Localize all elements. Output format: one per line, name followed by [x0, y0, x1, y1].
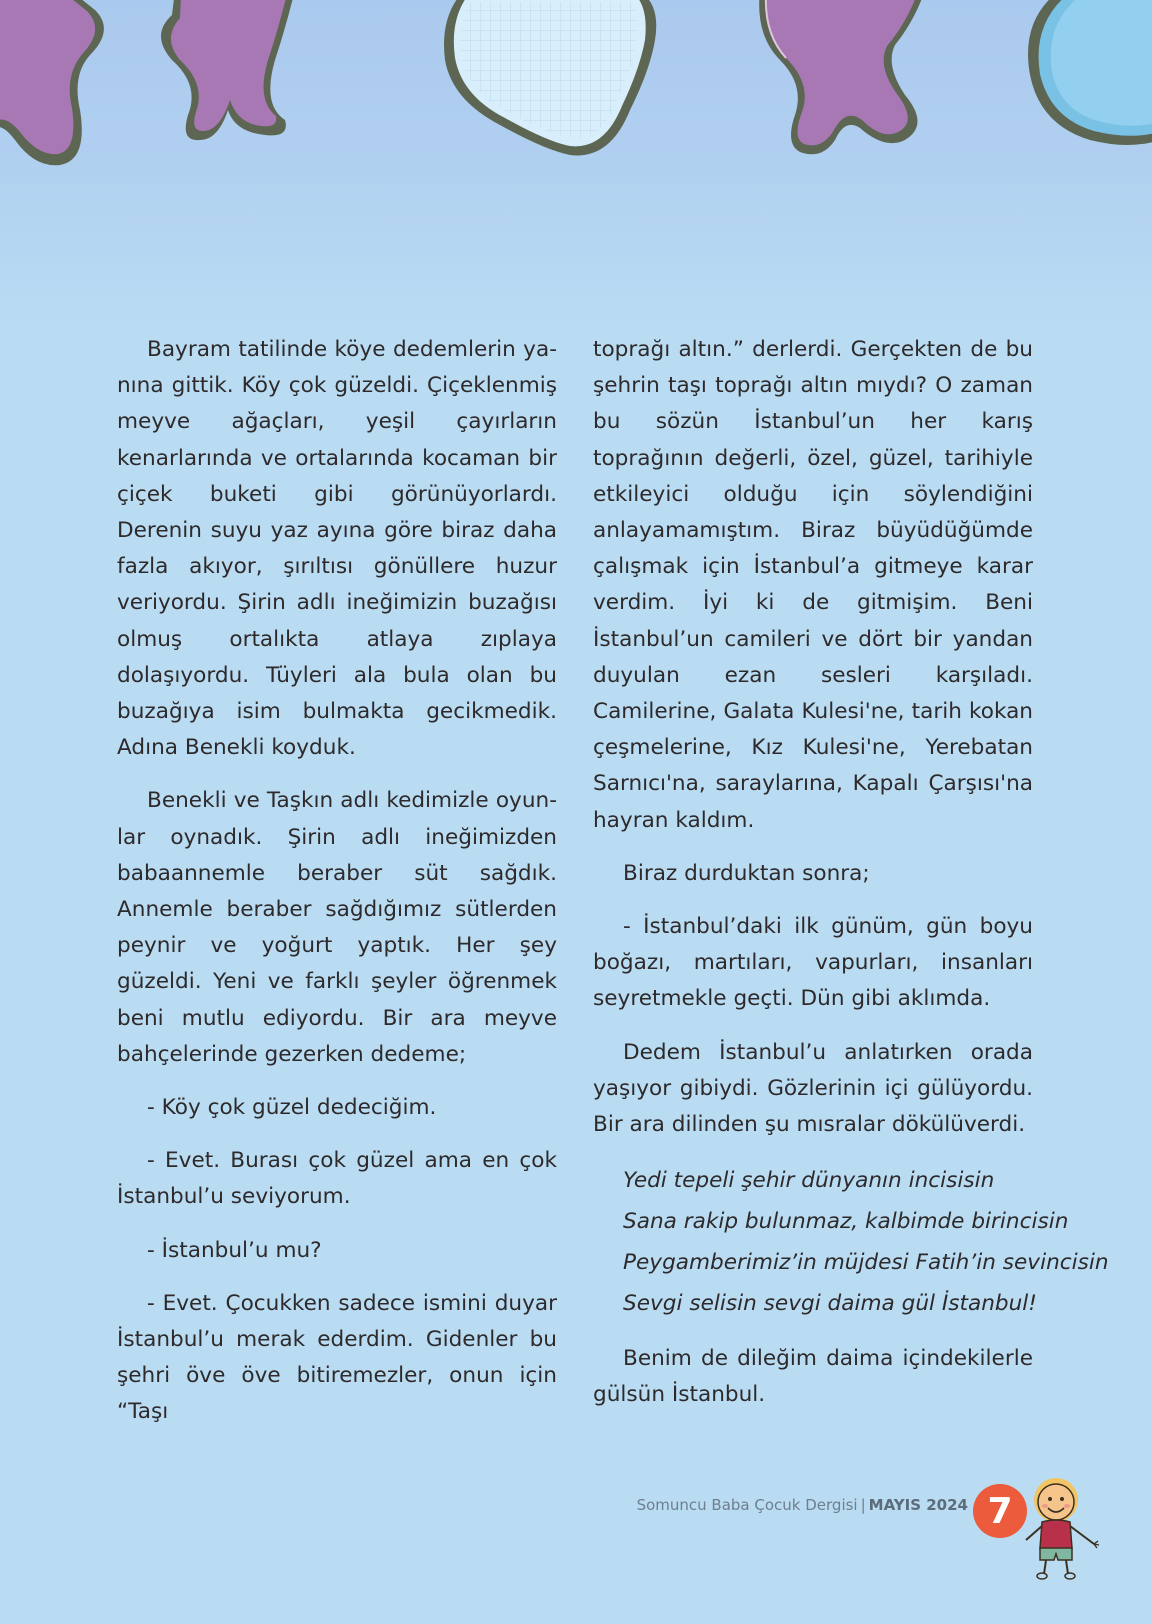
window-frame-icon [1028, 0, 1152, 145]
paragraph: Benekli ve Taşkın adlı kedimizle oyunlar oynadık. Şirin adlı ineğimizden babaannemle beraber süt sağdık. Annemle beraber sağdığımız sütlerden peynir ve yoğurt yaptık. Her şey güzeldi. Yeni ve farklı şeyler öğrenmek beni mutlu ediyordu. Bir ara meyve bahçelerinde gezerken dedeme; [117, 788, 557, 1067]
paragraph: toprağı altın.” derlerdi. Gerçekten de bu şehrin taşı toprağı altın mıydı? O zaman bu sözün İstanbul’un her karış toprağının değerli, özel, güzel, tarihiyle etkileyici olduğu için söylendiğini anlayamamıştım. Biraz büyüdüğümde çalışmak için İstanbul’a gitmeye karar verdim. İyi ki de gitmişim. Beni İstanbul’un camileri ve dört bir yandan duyulan ezan sesleri karşıladı. Camilerine, Galata Kulesi'ne, tarih kokan çeşmelerine, Kız Kulesi'ne, Yerebatan Sarnıcı'na, saraylarına, Kapalı Çarşısı'na hayran kaldım. [593, 337, 1033, 833]
text-column-left [117, 332, 557, 1448]
poem-line: Sana rakip bulunmaz, kalbimde birincisin [623, 1209, 1069, 1235]
poem-line: Peygamberimiz’in müjdesi Fatih’in sevincisin [623, 1250, 1109, 1276]
page-footer [0, 1496, 968, 1514]
magazine-name: Somuncu Baba Çocuk Dergisi [636, 1496, 858, 1514]
dialogue-line: - Köy çok güzel dedeciğim. [147, 1095, 437, 1121]
top-decoration [0, 0, 1152, 200]
dialogue-line: - İstanbul’daki ilk günüm, gün boyu boğazı, martıları, vapurları, insanları seyretmekle geçti. Dün gibi aklımda. [593, 914, 1033, 1012]
cartoon-kid-icon [1012, 1474, 1132, 1586]
poem [593, 1160, 1109, 1324]
footer-separator: | [860, 1496, 866, 1514]
poem-line: Sevgi selisin sevgi daima gül İstanbul! [623, 1291, 1037, 1317]
starfish-icon [0, 0, 104, 165]
paragraph: Dedem İstanbul’u anlatırken orada yaşıyor gibiydi. Gözlerinin içi gülüyordu. Bir ara dilinden şu mısralar dökülüverdi. [593, 1039, 1033, 1138]
page-number: 7 [987, 1490, 1013, 1532]
issue-date: MAYIS 2024 [868, 1496, 968, 1514]
poem-line: Yedi tepeli şehir dünyanın incisisin [623, 1168, 995, 1194]
paragraph: Bayram tatilinde köye dedemlerin yanına gittik. Köy çok güzeldi. Çiçeklenmiş meyve ağaçları, yeşil çayırların kenarlarında ve ortalarında kocaman bir çiçek buketi gibi görünüyorlardı. Derenin suyu yaz ayına göre biraz daha fazla akıyor, şırıltısı gönüllere huzur veriyordu. Şirin adlı ineğimizin buzağısı olmuş ortalıkta atlaya zıplaya dolaşıyordu. Tüyleri ala bula olan bu buzağıya isim bulmakta gecikmedik. Adına Benekli koyduk. [117, 337, 557, 761]
dialogue-line: - Evet. Çocukken sadece ismini duyar İstanbul’u merak ederdim. Gidenler bu şehri öve öve bitiremezler, onun için “Taşı [117, 1290, 557, 1425]
window-frame-icon [444, 0, 656, 155]
starfish-icon [759, 0, 925, 154]
closing-paragraph: Benim de dileğim daima içindekilerle gülsün İstanbul. [593, 1346, 1033, 1408]
dialogue-line: - Evet. Burası çok güzel ama en çok İstanbul’u seviyorum. [117, 1148, 557, 1210]
starfish-icon [161, 0, 295, 140]
text-column-right [593, 332, 1109, 1431]
paragraph: Biraz durduktan sonra; [623, 860, 870, 886]
dialogue-line: - İstanbul’u mu? [147, 1237, 322, 1263]
